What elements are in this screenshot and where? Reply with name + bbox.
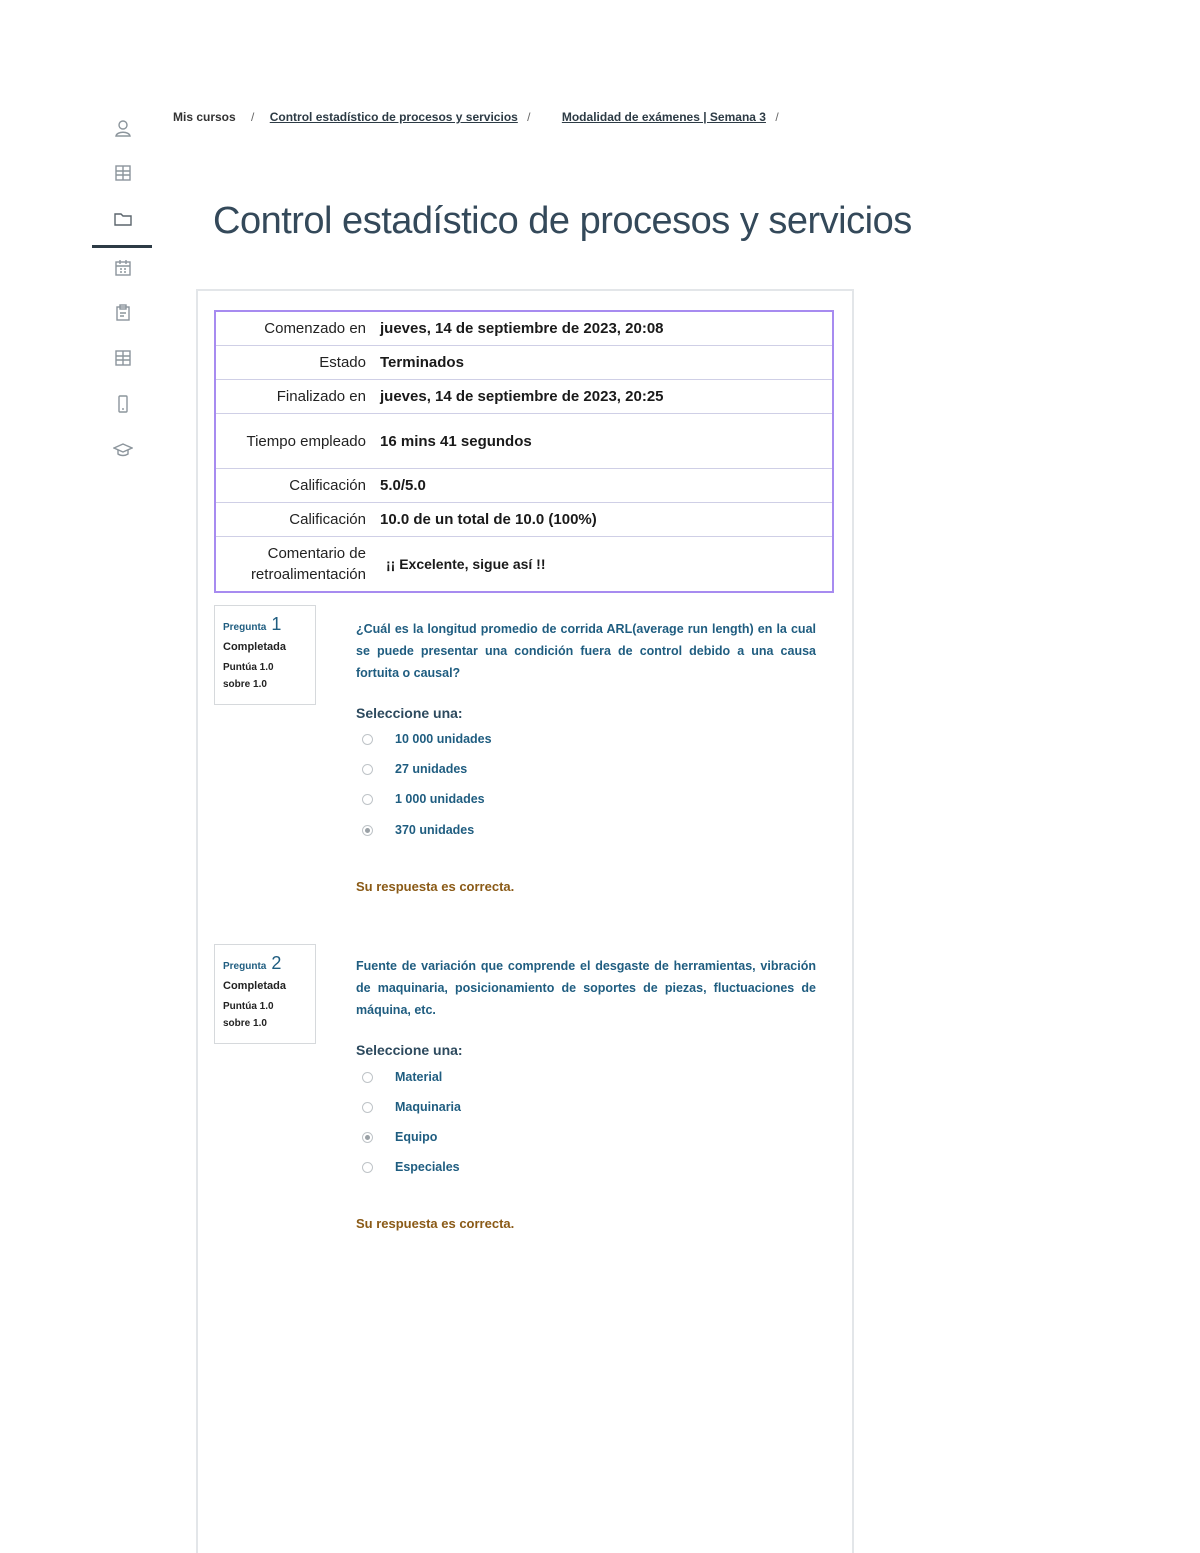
answer-option-label: Material — [395, 1070, 443, 1084]
summary-value: 10.0 de un total de 10.0 (100%) — [380, 503, 833, 537]
breadcrumb-separator: / — [775, 110, 779, 124]
question-label: Pregunta — [223, 961, 267, 972]
question-number: 1 — [271, 614, 282, 634]
summary-label: Comentario de retroalimentación — [250, 545, 366, 583]
rail-library-button[interactable] — [92, 342, 154, 378]
question-state: Completada — [223, 641, 286, 653]
rail-courses-button[interactable] — [92, 157, 154, 193]
rail-folder-button[interactable] — [92, 203, 154, 239]
book-icon — [113, 348, 133, 373]
radio-button[interactable] — [362, 1162, 373, 1173]
answer-option[interactable] — [362, 1100, 461, 1114]
summary-row-time-taken — [215, 414, 833, 469]
clipboard-icon — [113, 303, 133, 328]
radio-button[interactable] — [362, 794, 373, 805]
answer-option-label: 1 000 unidades — [395, 792, 485, 806]
folder-icon — [113, 209, 133, 234]
breadcrumb-my-courses[interactable]: Mis cursos — [173, 110, 236, 124]
question-label: Pregunta — [223, 622, 267, 633]
rail-clipboard-button[interactable] — [92, 297, 154, 333]
question-state: Completada — [223, 980, 286, 992]
answer-prompt: Seleccione una: — [356, 705, 463, 721]
breadcrumb-separator: / — [251, 110, 255, 124]
summary-value: 16 mins 41 segundos — [380, 414, 833, 469]
summary-label: Tiempo empleado — [215, 414, 380, 469]
summary-value: jueves, 14 de septiembre de 2023, 20:25 — [380, 380, 833, 414]
answer-option-label: 10 000 unidades — [395, 732, 492, 746]
summary-value: Terminados — [380, 346, 833, 380]
answer-feedback: Su respuesta es correcta. — [356, 879, 515, 894]
question-info-box — [214, 605, 316, 705]
radio-button[interactable] — [362, 764, 373, 775]
question-info-box — [214, 944, 316, 1044]
question-text: ¿Cuál es la longitud promedio de corrida ARL(average run length) en la cual se puede presentar una condición fuera de control debido a una causa fortuita o causal? — [356, 622, 816, 680]
summary-value: 5.0/5.0 — [380, 469, 833, 503]
answer-feedback: Su respuesta es correcta. — [356, 1216, 515, 1231]
answer-option-label: 370 unidades — [395, 823, 475, 837]
answer-option[interactable] — [362, 1070, 442, 1084]
answer-option[interactable] — [362, 792, 485, 806]
summary-row-feedback — [215, 537, 833, 593]
radio-button[interactable] — [362, 734, 373, 745]
summary-label: Comenzado en — [215, 311, 380, 346]
rail-mobile-button[interactable] — [92, 388, 154, 424]
answer-option[interactable] — [362, 1160, 460, 1174]
graduation-cap-icon — [113, 440, 133, 465]
answer-option-label: Equipo — [395, 1130, 438, 1144]
summary-row-finished — [215, 380, 833, 414]
summary-row-state — [215, 346, 833, 380]
answer-option-selected[interactable] — [362, 1130, 437, 1144]
question-text: Fuente de variación que comprende el desgaste de herramientas, vibración de maquinaria, posicionamiento de soportes de piezas, fluctuaciones de máquina, etc. — [356, 959, 816, 1017]
breadcrumb-course-link[interactable]: Control estadístico de procesos y servicios — [269, 110, 518, 124]
question-grade: Puntúa 1.0 sobre 1.0 — [223, 1001, 274, 1029]
attempt-summary-table — [214, 310, 834, 593]
summary-label: Calificación — [215, 469, 380, 503]
rail-calendar-button[interactable] — [92, 252, 154, 288]
answer-option-label: Especiales — [395, 1160, 460, 1174]
user-icon — [113, 118, 133, 143]
radio-button[interactable] — [362, 1102, 373, 1113]
question-number: 2 — [271, 953, 282, 973]
phone-icon — [113, 394, 133, 419]
answer-option[interactable] — [362, 732, 492, 746]
summary-label: Estado — [215, 346, 380, 380]
summary-row-marks — [215, 469, 833, 503]
summary-label: Finalizado en — [215, 380, 380, 414]
rail-grades-button[interactable] — [92, 434, 154, 470]
answer-option-selected[interactable] — [362, 823, 474, 837]
summary-value: jueves, 14 de septiembre de 2023, 20:08 — [380, 311, 833, 346]
breadcrumb — [173, 110, 791, 124]
breadcrumb-section-link[interactable]: Modalidad de exámenes | Semana 3 — [561, 110, 766, 124]
summary-row-started — [215, 311, 833, 346]
answer-option-label: Maquinaria — [395, 1100, 461, 1114]
page-title: Control estadístico de procesos y servicios — [213, 200, 912, 242]
answer-prompt: Seleccione una: — [356, 1042, 463, 1058]
calendar-icon — [113, 258, 133, 283]
summary-label: Calificación — [215, 503, 380, 537]
summary-row-grade — [215, 503, 833, 537]
rail-user-button[interactable] — [92, 112, 154, 148]
rail-active-indicator — [92, 245, 152, 248]
question-grade: Puntúa 1.0 sobre 1.0 — [223, 662, 274, 690]
summary-value: ¡¡ Excelente, sigue así !! — [386, 556, 546, 572]
breadcrumb-separator: / — [527, 110, 531, 124]
book-icon — [113, 163, 133, 188]
radio-button-selected[interactable] — [362, 825, 373, 836]
answer-option-label: 27 unidades — [395, 762, 468, 776]
radio-button-selected[interactable] — [362, 1132, 373, 1143]
radio-button[interactable] — [362, 1072, 373, 1083]
answer-option[interactable] — [362, 762, 467, 776]
